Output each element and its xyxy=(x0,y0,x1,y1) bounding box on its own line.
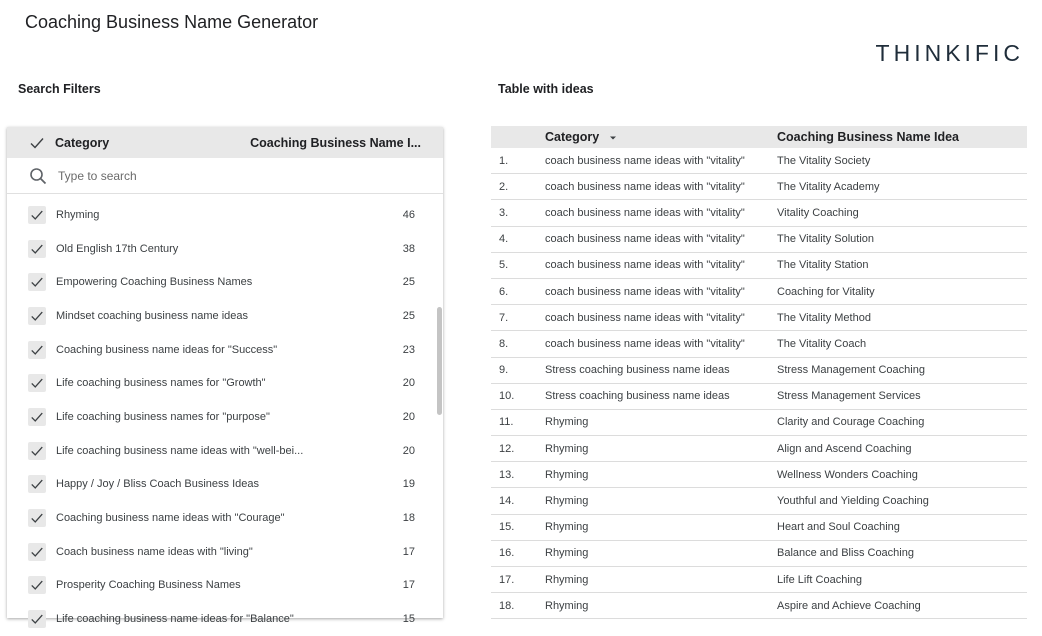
filter-panel xyxy=(7,127,443,626)
table-row[interactable] xyxy=(491,462,1027,488)
filter-item-count: 20 xyxy=(402,410,415,423)
filter-item-label: Empowering Coaching Business Names xyxy=(56,276,253,289)
filter-header-category[interactable]: Category xyxy=(55,135,110,150)
check-icon xyxy=(30,309,44,323)
filter-item-count: 17 xyxy=(402,545,415,558)
filter-item-checkbox[interactable] xyxy=(28,475,46,493)
row-index: 17. xyxy=(491,567,545,593)
filter-scrollbar[interactable] xyxy=(435,198,443,618)
row-index: 6. xyxy=(491,278,545,304)
row-category: coach business name ideas with "vitality" xyxy=(545,148,777,174)
row-index: 2. xyxy=(491,174,545,200)
filter-item-checkbox[interactable] xyxy=(28,307,46,325)
filter-item[interactable] xyxy=(7,569,443,603)
filter-item-label: Life coaching business name ideas with "well-bei... xyxy=(56,444,304,457)
check-icon xyxy=(30,444,44,458)
row-index: 18. xyxy=(491,593,545,619)
filter-item-checkbox[interactable] xyxy=(28,610,46,628)
row-idea: The Vitality Academy xyxy=(777,174,1027,200)
table-row[interactable] xyxy=(491,514,1027,540)
check-icon xyxy=(30,410,44,424)
row-category: Rhyming xyxy=(545,567,777,593)
row-index: 10. xyxy=(491,383,545,409)
filter-item-label: Life coaching business names for "purpose" xyxy=(56,410,270,423)
filter-item-count: 25 xyxy=(402,276,415,289)
row-idea: Wellness Wonders Coaching xyxy=(777,462,1027,488)
row-category: Stress coaching business name ideas xyxy=(545,357,777,383)
table-body xyxy=(491,148,1027,619)
table-row[interactable] xyxy=(491,252,1027,278)
page-title: Coaching Business Name Generator xyxy=(25,12,319,32)
row-index: 7. xyxy=(491,305,545,331)
check-icon xyxy=(30,578,44,592)
table-row[interactable] xyxy=(491,331,1027,357)
filter-item-checkbox[interactable] xyxy=(28,442,46,460)
row-idea: Youthful and Yielding Coaching xyxy=(777,488,1027,514)
row-idea: Clarity and Courage Coaching xyxy=(777,409,1027,435)
row-category: Rhyming xyxy=(545,488,777,514)
filter-item[interactable] xyxy=(7,198,443,232)
row-index: 15. xyxy=(491,514,545,540)
row-idea: Heart and Soul Coaching xyxy=(777,514,1027,540)
row-category: coach business name ideas with "vitality" xyxy=(545,252,777,278)
check-icon xyxy=(30,242,44,256)
filter-item[interactable] xyxy=(7,434,443,468)
row-category: Rhyming xyxy=(545,409,777,435)
row-idea: The Vitality Society xyxy=(777,148,1027,174)
filter-item[interactable] xyxy=(7,265,443,299)
row-idea: The Vitality Method xyxy=(777,305,1027,331)
table-row[interactable] xyxy=(491,200,1027,226)
filter-item-label: Life coaching business names for "Growth" xyxy=(56,377,266,390)
filter-item-label: Old English 17th Century xyxy=(56,242,179,255)
row-index: 13. xyxy=(491,462,545,488)
table-header-idea[interactable]: Coaching Business Name Idea xyxy=(777,130,960,144)
table-header-category[interactable] xyxy=(545,126,777,148)
filter-item-checkbox[interactable] xyxy=(28,576,46,594)
row-index: 16. xyxy=(491,540,545,566)
filter-item-count: 20 xyxy=(402,444,415,457)
row-index: 11. xyxy=(491,409,545,435)
check-icon xyxy=(30,275,44,289)
filter-item-checkbox[interactable] xyxy=(28,240,46,258)
filter-item-count: 25 xyxy=(402,309,415,322)
filter-item-count: 46 xyxy=(402,208,415,221)
row-category: coach business name ideas with "vitality" xyxy=(545,278,777,304)
filter-item-count: 20 xyxy=(402,377,415,390)
search-icon xyxy=(29,167,47,185)
row-category: Stress coaching business name ideas xyxy=(545,383,777,409)
table-row[interactable] xyxy=(491,409,1027,435)
filter-item[interactable] xyxy=(7,602,443,636)
filter-item[interactable] xyxy=(7,299,443,333)
table-row[interactable] xyxy=(491,383,1027,409)
filter-item-label: Coach business name ideas with "living" xyxy=(56,545,253,558)
check-icon xyxy=(30,612,44,626)
sort-desc-icon[interactable] xyxy=(609,135,617,141)
filter-header xyxy=(7,127,443,158)
search-row xyxy=(7,158,443,194)
filter-item[interactable] xyxy=(7,232,443,266)
check-icon xyxy=(30,343,44,357)
row-index: 4. xyxy=(491,226,545,252)
row-category: coach business name ideas with "vitality" xyxy=(545,200,777,226)
table-row[interactable] xyxy=(491,357,1027,383)
table-row[interactable] xyxy=(491,593,1027,619)
check-icon xyxy=(29,135,45,151)
row-idea: The Vitality Coach xyxy=(777,331,1027,357)
row-idea: Coaching for Vitality xyxy=(777,278,1027,304)
filter-item-count: 18 xyxy=(402,512,415,525)
filters-section-label: Search Filters xyxy=(18,82,101,96)
row-index: 9. xyxy=(491,357,545,383)
table-header-category-label: Category xyxy=(545,130,600,144)
filter-item-checkbox[interactable] xyxy=(28,273,46,291)
table-row[interactable] xyxy=(491,540,1027,566)
filter-item[interactable] xyxy=(7,535,443,569)
filter-item-count: 19 xyxy=(402,478,415,491)
filter-item-label: Happy / Joy / Bliss Coach Business Ideas xyxy=(56,478,259,491)
row-category: Rhyming xyxy=(545,514,777,540)
filter-item-checkbox[interactable] xyxy=(28,206,46,224)
table-row[interactable] xyxy=(491,278,1027,304)
filter-item[interactable] xyxy=(7,400,443,434)
row-idea: Stress Management Coaching xyxy=(777,357,1027,383)
table-header-row xyxy=(491,126,1027,148)
row-idea: Align and Ascend Coaching xyxy=(777,436,1027,462)
table-row[interactable] xyxy=(491,174,1027,200)
row-index: 3. xyxy=(491,200,545,226)
row-idea: The Vitality Station xyxy=(777,252,1027,278)
check-icon xyxy=(30,511,44,525)
table-row[interactable] xyxy=(491,436,1027,462)
table-row[interactable] xyxy=(491,305,1027,331)
table-section-label: Table with ideas xyxy=(498,82,594,96)
filter-list xyxy=(7,198,443,626)
filter-item-checkbox[interactable] xyxy=(28,374,46,392)
table-row[interactable] xyxy=(491,567,1027,593)
filter-item[interactable] xyxy=(7,468,443,502)
filter-item-label: Prosperity Coaching Business Names xyxy=(56,579,241,592)
check-icon xyxy=(30,208,44,222)
row-index: 1. xyxy=(491,148,545,174)
filter-item[interactable] xyxy=(7,333,443,367)
search-input[interactable] xyxy=(56,168,400,184)
row-idea: Vitality Coaching xyxy=(777,200,1027,226)
filter-item-label: Rhyming xyxy=(56,208,100,221)
row-index: 8. xyxy=(491,331,545,357)
ideas-table xyxy=(491,126,1027,619)
row-idea: Balance and Bliss Coaching xyxy=(777,540,1027,566)
filter-item-label: Coaching business name ideas with "Courage" xyxy=(56,512,285,525)
row-category: Rhyming xyxy=(545,593,777,619)
row-category: coach business name ideas with "vitality" xyxy=(545,305,777,331)
filter-item-checkbox[interactable] xyxy=(28,543,46,561)
filter-item-count: 17 xyxy=(402,579,415,592)
filter-header-count[interactable]: Coaching Business Name I... xyxy=(250,135,421,150)
filter-item[interactable] xyxy=(7,366,443,400)
row-category: coach business name ideas with "vitality" xyxy=(545,174,777,200)
row-idea: Aspire and Achieve Coaching xyxy=(777,593,1027,619)
check-icon xyxy=(30,477,44,491)
filter-item-label: Life coaching business name ideas for "Balance" xyxy=(56,613,294,626)
filter-item-label: Coaching business name ideas for "Success" xyxy=(56,343,278,356)
filter-item-count: 15 xyxy=(402,613,415,626)
check-icon xyxy=(30,545,44,559)
filter-item-count: 38 xyxy=(402,242,415,255)
row-category: Rhyming xyxy=(545,436,777,462)
table-header-index xyxy=(491,126,545,148)
filter-item-checkbox[interactable] xyxy=(28,341,46,359)
filter-item-checkbox[interactable] xyxy=(28,408,46,426)
row-category: Rhyming xyxy=(545,540,777,566)
row-idea: Life Lift Coaching xyxy=(777,567,1027,593)
table-row[interactable] xyxy=(491,148,1027,174)
filter-scrollbar-thumb[interactable] xyxy=(437,307,442,415)
select-all-checkbox[interactable] xyxy=(29,135,51,151)
table-row[interactable] xyxy=(491,488,1027,514)
row-category: coach business name ideas with "vitality" xyxy=(545,331,777,357)
row-index: 12. xyxy=(491,436,545,462)
row-index: 5. xyxy=(491,252,545,278)
table-row[interactable] xyxy=(491,226,1027,252)
row-category: coach business name ideas with "vitality" xyxy=(545,226,777,252)
filter-item-label: Mindset coaching business name ideas xyxy=(56,309,249,322)
brand-logo: THINKIFIC xyxy=(875,40,1024,66)
filter-item-checkbox[interactable] xyxy=(28,509,46,527)
filter-item[interactable] xyxy=(7,501,443,535)
row-idea: The Vitality Solution xyxy=(777,226,1027,252)
row-index: 14. xyxy=(491,488,545,514)
row-category: Rhyming xyxy=(545,462,777,488)
row-idea: Stress Management Services xyxy=(777,383,1027,409)
filter-item-count: 23 xyxy=(402,343,415,356)
check-icon xyxy=(30,376,44,390)
